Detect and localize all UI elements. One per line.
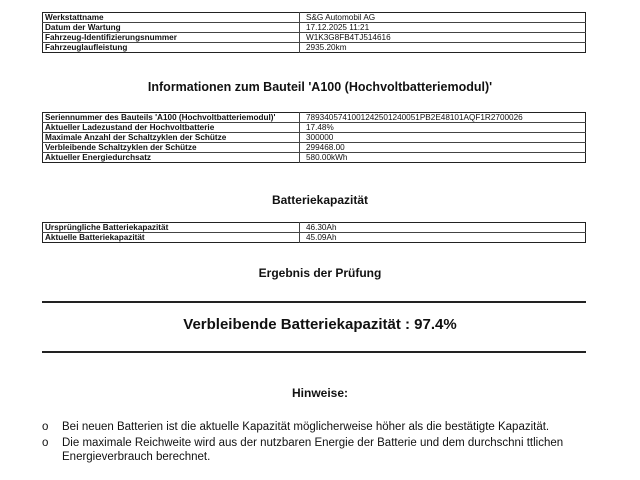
table-row: [43, 113, 586, 123]
row-value: 300000: [300, 133, 586, 143]
table-row: [43, 43, 586, 53]
table-row: [43, 123, 586, 133]
bullet-marker: o: [42, 437, 49, 449]
capacity-heading: Batteriekapazität: [271, 193, 369, 207]
table-row: [43, 233, 586, 243]
row-label: Verbleibende Schaltzyklen der Schütze: [43, 143, 300, 153]
row-label: Werkstattname: [43, 13, 300, 23]
notes-heading: Hinweise:: [291, 386, 348, 400]
row-value: 580.00kWh: [306, 153, 348, 162]
row-label: Ursprüngliche Batteriekapazität: [43, 223, 300, 233]
row-label: Seriennummer des Bauteils 'A100 (Hochvoltbatteriemodul)': [43, 113, 300, 123]
row-label: Aktueller Energiedurchsatz: [43, 153, 300, 163]
row-label: Maximale Anzahl der Schaltzyklen der Schütze: [43, 133, 300, 143]
notes-list: [42, 420, 602, 466]
bullet-marker: o: [42, 421, 49, 433]
row-value: 46.30Ah: [300, 223, 586, 233]
vehicle-info-table: [42, 12, 586, 53]
row-value: W1K3G8FB4TJ514616: [300, 33, 586, 43]
row-label: Aktueller Ladezustand der Hochvoltbatterie: [43, 123, 300, 133]
row-label: Datum der Wartung: [43, 23, 300, 33]
row-value: 7893405741001242501240051PB2E48101AQF1R2700026: [300, 113, 586, 123]
table-row: [43, 223, 586, 233]
row-label: Fahrzeuglaufleistung: [43, 43, 300, 53]
note-text: Bei neuen Batterien ist die aktuelle Kapazität möglicherweise höher als die bestätigte Kapazität.: [62, 421, 550, 433]
table-row: [43, 153, 586, 163]
capacity-table: [42, 222, 586, 243]
table-row: [43, 23, 586, 33]
list-item: [42, 436, 602, 464]
row-value: 2935.20km: [306, 43, 347, 52]
result-heading: Ergebnis der Prüfung: [258, 266, 382, 280]
row-value: 299468.00: [300, 143, 586, 153]
table-row: [43, 143, 586, 153]
row-value: 17.12.2025 11:21: [300, 23, 586, 33]
note-text: Die maximale Reichweite wird aus der nutzbaren Energie der Batterie und dem durchschni ttlichen Energieverbrauch berechnet.: [62, 437, 564, 463]
component-heading: Informationen zum Bauteil 'A100 (Hochvoltbatteriemodul)': [147, 80, 493, 94]
table-row: [43, 133, 586, 143]
table-row: [43, 13, 586, 23]
list-item: [42, 420, 602, 434]
remaining-capacity-statement: Verbleibende Batteriekapazität : 97.4%: [183, 316, 457, 333]
component-info-table: [42, 112, 586, 163]
table-row: [43, 33, 586, 43]
row-label: Fahrzeug-Identifizierungsnummer: [43, 33, 300, 43]
result-bottom-rule: [42, 351, 586, 353]
row-value: 17.48%: [300, 123, 586, 133]
row-label: Aktuelle Batteriekapazität: [43, 233, 300, 243]
result-top-rule: [42, 301, 586, 303]
row-value: 45.09Ah: [306, 233, 337, 242]
row-value: S&G Automobil AG: [300, 13, 586, 23]
